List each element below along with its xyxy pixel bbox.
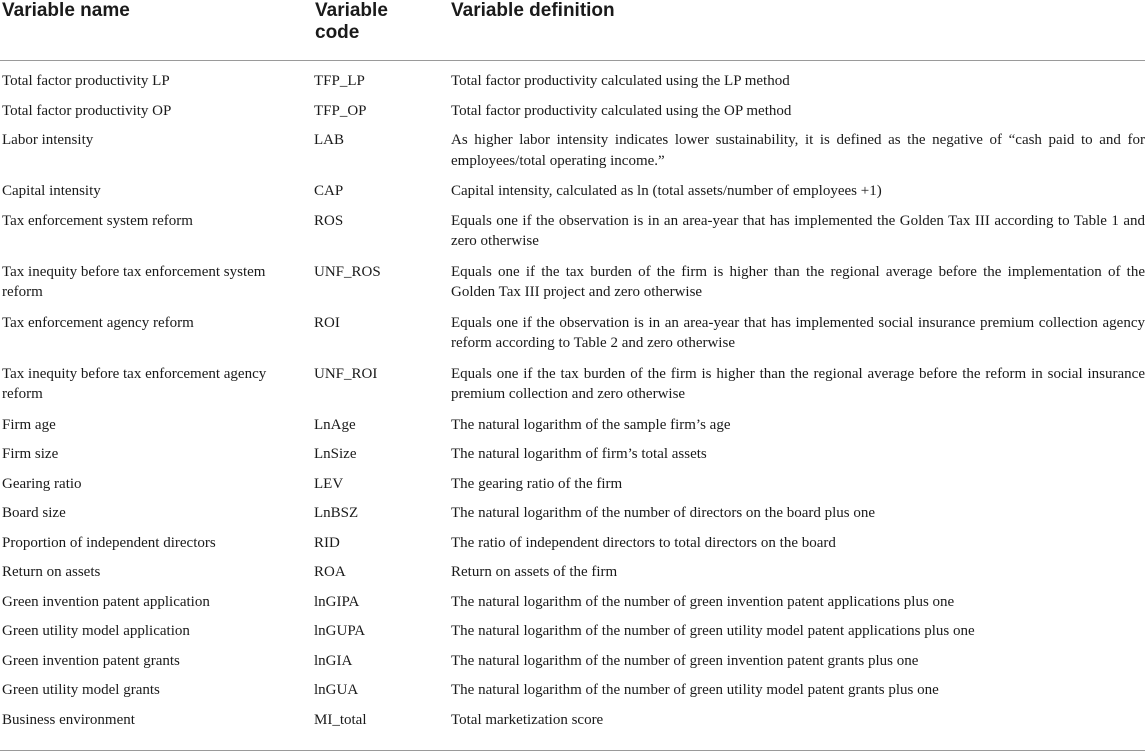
table-row bbox=[0, 71, 1145, 101]
variable-name-cell: Proportion of independent directors bbox=[2, 534, 216, 551]
variable-definition-cell: Capital intensity, calculated as ln (total assets/number of employees +1) bbox=[451, 183, 882, 199]
variable-code-cell: LnBSZ bbox=[314, 505, 359, 521]
variable-code-cell: lnGUA bbox=[314, 682, 359, 698]
variable-definition-cell: The natural logarithm of firm’s total assets bbox=[451, 446, 707, 462]
variable-definition-cell: As higher labor intensity indicates lower sustainability, it is defined as the negative of “cash paid to and for employees/total operating income.” bbox=[451, 132, 1145, 169]
variable-definition-cell: The natural logarithm of the number of green utility model patent grants plus one bbox=[451, 682, 939, 698]
variable-definition-cell: The natural logarithm of the number of green invention patent grants plus one bbox=[451, 652, 919, 669]
variable-name-cell: Tax enforcement system reform bbox=[2, 212, 193, 229]
table-row bbox=[0, 415, 1145, 445]
header-variable-name: Variable name bbox=[2, 0, 130, 21]
variable-definition-cell: The natural logarithm of the number of green invention patent applications plus one bbox=[451, 593, 955, 610]
table-row bbox=[0, 562, 1145, 592]
variable-code-cell: TFP_OP bbox=[314, 102, 367, 119]
variable-name-cell: Tax inequity before tax enforcement agency reform bbox=[2, 365, 267, 402]
variable-code-cell: MI_total bbox=[314, 711, 367, 728]
table-row bbox=[0, 710, 1145, 740]
variable-code-cell: LEV bbox=[314, 475, 344, 492]
variable-code-cell: ROS bbox=[314, 212, 344, 229]
variable-definition-cell: Equals one if the tax burden of the firm is higher than the regional average before the implementation of the Golden Tax III project and zero otherwise bbox=[451, 263, 1145, 300]
table-body bbox=[0, 71, 1145, 739]
variable-definition-cell: The natural logarithm of the sample firm’s age bbox=[451, 416, 731, 433]
header-variable-definition: Variable definition bbox=[451, 0, 615, 21]
table-row bbox=[0, 262, 1145, 313]
variable-code-cell: RID bbox=[314, 534, 340, 551]
variable-name-cell: Tax inequity before tax enforcement system reform bbox=[2, 263, 266, 300]
variable-definition-cell: The natural logarithm of the number of directors on the board plus one bbox=[451, 505, 876, 521]
variable-code-cell: ROA bbox=[314, 564, 346, 580]
variable-name-cell: Return on assets bbox=[2, 564, 101, 580]
variable-name-cell: Gearing ratio bbox=[2, 475, 82, 492]
variable-code-cell: LAB bbox=[314, 132, 344, 148]
table-row bbox=[0, 651, 1145, 681]
variable-definition-cell: Equals one if the observation is in an area-year that has implemented the Golden Tax III according to Table 1 and zero otherwise bbox=[451, 212, 1145, 249]
table-row bbox=[0, 313, 1145, 364]
table-row bbox=[0, 503, 1145, 533]
variable-name-cell: Green utility model grants bbox=[2, 682, 160, 698]
variable-name-cell: Business environment bbox=[2, 711, 135, 728]
variable-name-cell: Total factor productivity LP bbox=[2, 73, 170, 89]
table-top-rule bbox=[0, 60, 1145, 61]
table-row bbox=[0, 680, 1145, 710]
table-row bbox=[0, 444, 1145, 474]
variable-name-cell: Firm age bbox=[2, 416, 56, 433]
table-row bbox=[0, 474, 1145, 504]
variable-name-cell: Capital intensity bbox=[2, 183, 101, 199]
table-row bbox=[0, 101, 1145, 131]
table-row bbox=[0, 621, 1145, 651]
variable-definition-cell: Equals one if the tax burden of the firm is higher than the regional average before the reform in social insurance premium collection and zero otherwise bbox=[451, 365, 1145, 402]
variable-code-cell: LnAge bbox=[314, 416, 356, 433]
variable-definition-cell: The natural logarithm of the number of green utility model patent applications plus one bbox=[451, 623, 975, 639]
header-variable-code: Variable code bbox=[315, 0, 388, 43]
variable-code-cell: UNF_ROI bbox=[314, 365, 378, 382]
variable-name-cell: Green invention patent grants bbox=[2, 652, 180, 669]
variable-definition-cell: Total factor productivity calculated using the OP method bbox=[451, 102, 792, 119]
variable-definition-cell: Equals one if the observation is in an area-year that has implemented social insurance premium collection agency reform according to Table 2 and zero otherwise bbox=[451, 314, 1145, 351]
variable-code-cell: TFP_LP bbox=[314, 73, 365, 89]
variable-definition-cell: The gearing ratio of the firm bbox=[451, 475, 623, 492]
variable-code-cell: UNF_ROS bbox=[314, 263, 381, 280]
variable-code-cell: ROI bbox=[314, 314, 340, 331]
variable-name-cell: Labor intensity bbox=[2, 132, 94, 148]
variable-definition-cell: The ratio of independent directors to total directors on the board bbox=[451, 534, 836, 551]
variable-code-cell: lnGIPA bbox=[314, 593, 360, 610]
variable-name-cell: Green utility model application bbox=[2, 623, 190, 639]
table-row bbox=[0, 181, 1145, 211]
table-row bbox=[0, 533, 1145, 563]
variable-name-cell: Firm size bbox=[2, 446, 59, 462]
variable-name-cell: Board size bbox=[2, 505, 66, 521]
table-row bbox=[0, 364, 1145, 415]
variable-code-cell: lnGIA bbox=[314, 652, 353, 669]
variable-code-cell: LnSize bbox=[314, 446, 357, 462]
variable-definition-cell: Total marketization score bbox=[451, 711, 604, 728]
table-row bbox=[0, 130, 1145, 181]
variable-code-cell: CAP bbox=[314, 183, 344, 199]
variable-code-cell: lnGUPA bbox=[314, 623, 366, 639]
table-row bbox=[0, 211, 1145, 262]
variable-name-cell: Green invention patent application bbox=[2, 593, 210, 610]
table-bottom-rule bbox=[0, 750, 1145, 751]
variable-definition-cell: Total factor productivity calculated using the LP method bbox=[451, 73, 790, 89]
variable-name-cell: Total factor productivity OP bbox=[2, 102, 172, 119]
table-row bbox=[0, 592, 1145, 622]
variable-name-cell: Tax enforcement agency reform bbox=[2, 314, 194, 331]
variable-definition-cell: Return on assets of the firm bbox=[451, 564, 618, 580]
